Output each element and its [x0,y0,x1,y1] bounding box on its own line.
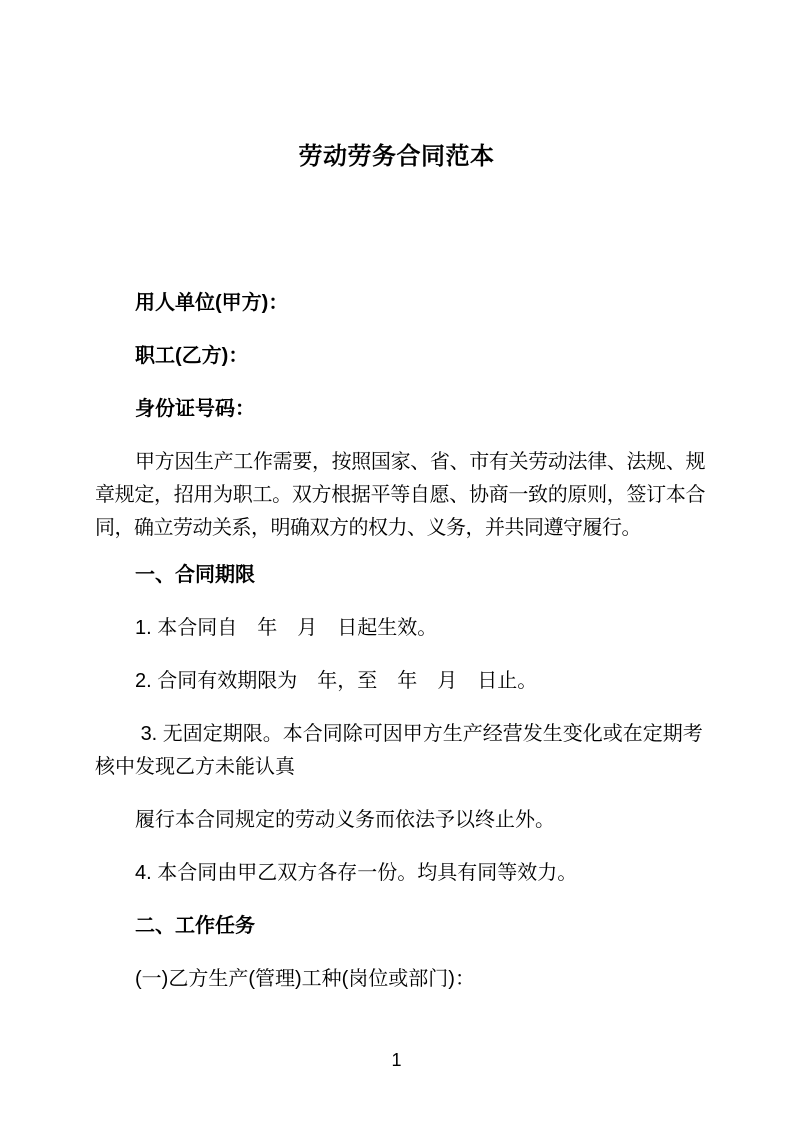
employee-field-label: 职工(乙方)： [135,345,249,367]
id-number-field-label: 身份证号码： [135,398,255,420]
page-number: 1 [391,1050,402,1070]
section1-item1: 1. 本合同自 年 月 日起生效。 [135,617,438,639]
section2-item1: (一)乙方生产(管理)工种(岗位或部门)： [135,968,475,990]
document-title: 劳动劳务合同范本 [298,143,495,170]
section1-item3: 3. 无固定期限。本合同除可因甲方生产经营发生变化或在定期考核中发现乙方未能认真 [95,723,703,778]
section1-item3-continuation: 履行本合同规定的劳动义务而依法予以终止外。 [135,809,555,831]
document-body [95,287,705,996]
section2-heading: 二、工作任务 [135,915,255,937]
employer-field-label: 用人单位(甲方)： [135,292,289,314]
section1-item4: 4. 本合同由甲乙双方各存一份。均具有同等效力。 [135,862,578,884]
section1-heading: 一、合同期限 [135,564,255,586]
preamble-paragraph: 甲方因生产工作需要，按照国家、省、市有关劳动法律、法规、规章规定，招用为职工。双方根据平等自愿、协商一致的原则，签订本合同，确立劳动关系，明确双方的权力、义务，并共同遵守履行。 [95,451,705,539]
section1-item2: 2. 合同有效期限为 年，至 年 月 日止。 [135,670,538,692]
